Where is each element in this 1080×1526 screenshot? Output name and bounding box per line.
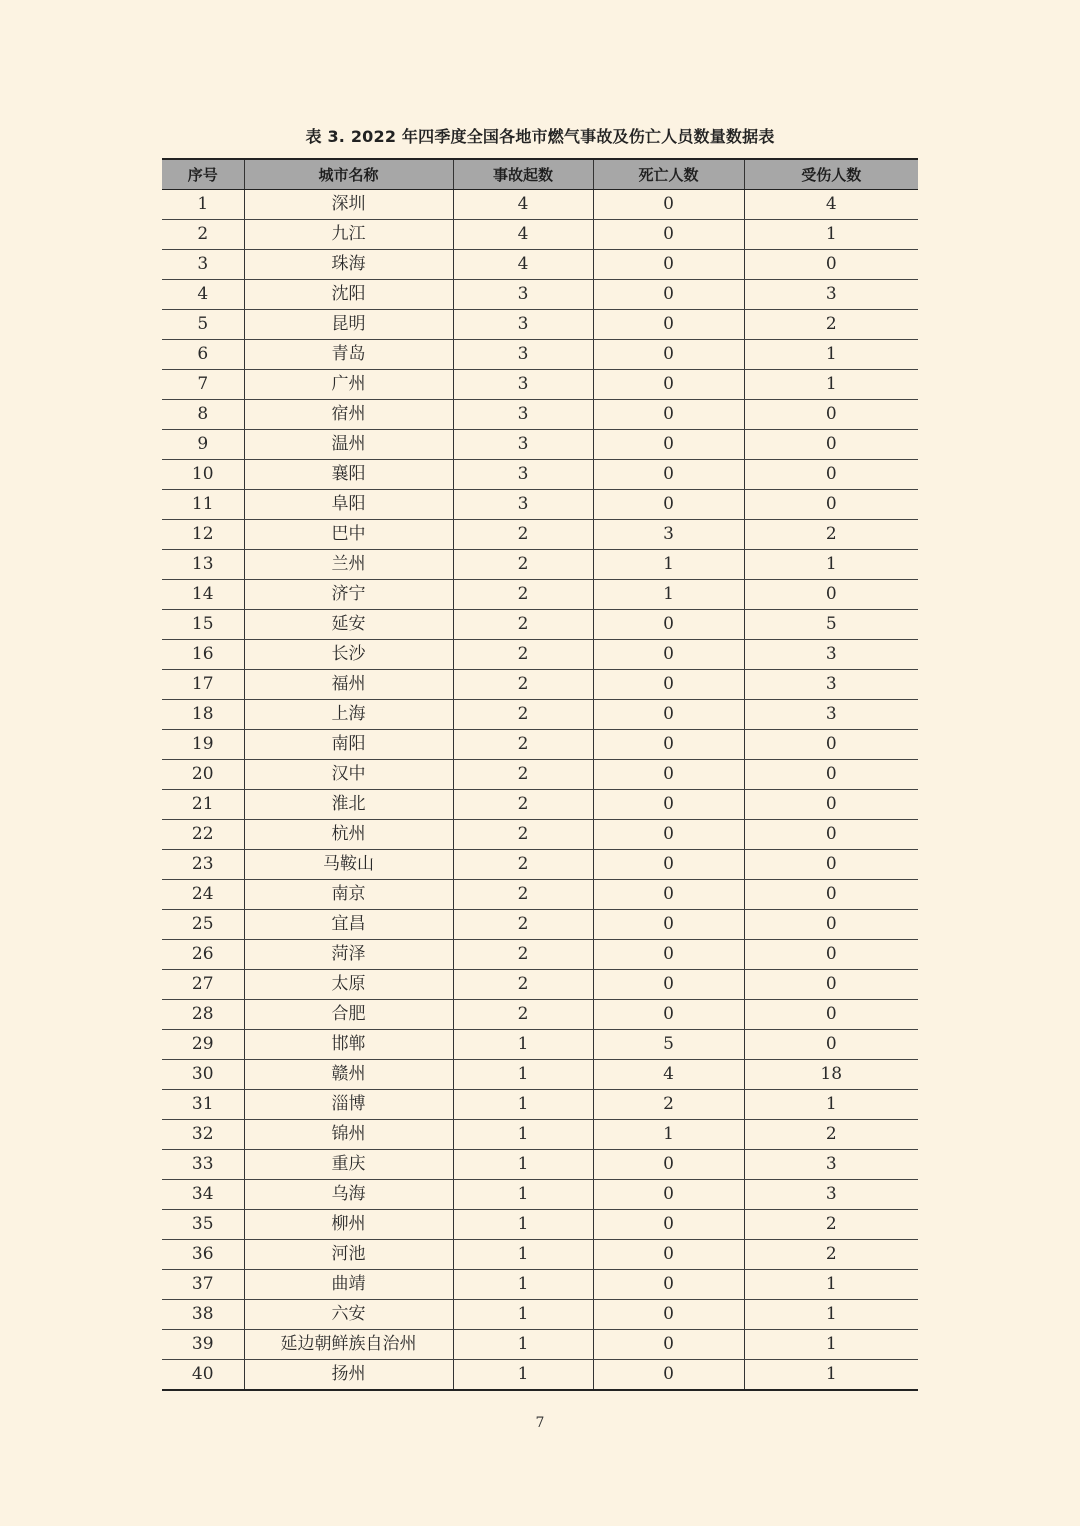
cell-index: 36: [162, 1240, 244, 1270]
cell-index: 1: [162, 190, 244, 220]
cell-city: 宿州: [244, 400, 453, 430]
table-row: [162, 700, 918, 730]
cell-index: 11: [162, 490, 244, 520]
cell-injuries: 2: [744, 1120, 918, 1150]
page-number: 7: [535, 1415, 545, 1431]
gas-accident-table: [162, 158, 918, 1391]
cell-city: 南阳: [244, 730, 453, 760]
cell-index: 38: [162, 1300, 244, 1330]
cell-city: 淮北: [244, 790, 453, 820]
cell-accidents: 1: [453, 1090, 593, 1120]
cell-index: 19: [162, 730, 244, 760]
table-row: [162, 190, 918, 220]
cell-accidents: 4: [453, 190, 593, 220]
column-header-city: 城市名称: [244, 159, 453, 190]
cell-index: 37: [162, 1270, 244, 1300]
cell-city: 广州: [244, 370, 453, 400]
table-row: [162, 1090, 918, 1120]
cell-accidents: 2: [453, 520, 593, 550]
cell-city: 汉中: [244, 760, 453, 790]
table-row: [162, 790, 918, 820]
cell-deaths: 0: [593, 220, 744, 250]
cell-city: 河池: [244, 1240, 453, 1270]
cell-city: 赣州: [244, 1060, 453, 1090]
cell-injuries: 2: [744, 1210, 918, 1240]
cell-city: 柳州: [244, 1210, 453, 1240]
cell-injuries: 0: [744, 400, 918, 430]
cell-index: 22: [162, 820, 244, 850]
cell-accidents: 1: [453, 1240, 593, 1270]
cell-index: 16: [162, 640, 244, 670]
cell-city: 襄阳: [244, 460, 453, 490]
cell-injuries: 2: [744, 1240, 918, 1270]
cell-city: 深圳: [244, 190, 453, 220]
cell-index: 40: [191, 1364, 214, 1384]
table-row: [162, 1150, 918, 1180]
cell-city: 重庆: [244, 1150, 453, 1180]
cell-injuries: 1: [744, 220, 918, 250]
table-row: [162, 250, 918, 280]
cell-city: 沈阳: [244, 280, 453, 310]
cell-injuries: 3: [744, 280, 918, 310]
cell-city: 南京: [244, 880, 453, 910]
cell-deaths: 0: [593, 790, 744, 820]
cell-accidents: 2: [453, 700, 593, 730]
cell-accidents: 2: [453, 970, 593, 1000]
cell-injuries: 0: [744, 490, 918, 520]
cell-deaths: 0: [593, 970, 744, 1000]
cell-index: 6: [162, 340, 244, 370]
cell-index: 34: [162, 1180, 244, 1210]
cell-city: 淄博: [244, 1090, 453, 1120]
cell-accidents: 2: [453, 1000, 593, 1030]
cell-deaths: 0: [593, 190, 744, 220]
cell-accidents: 1: [453, 1210, 593, 1240]
cell-index: 8: [162, 400, 244, 430]
table-row: [162, 310, 918, 340]
cell-index: 2: [162, 220, 244, 250]
cell-accidents: 2: [453, 670, 593, 700]
table-caption: 表 3. 2022 年四季度全国各地市燃气事故及伤亡人员数量数据表: [305, 127, 775, 146]
column-header-index: 序号: [162, 159, 244, 190]
cell-accidents: 2: [453, 580, 593, 610]
cell-city: 青岛: [244, 340, 453, 370]
cell-injuries: 1: [744, 370, 918, 400]
cell-index: 28: [162, 1000, 244, 1030]
table-row: [162, 940, 918, 970]
cell-injuries: 1: [744, 1360, 918, 1391]
cell-city: 兰州: [244, 550, 453, 580]
cell-accidents: 2: [453, 820, 593, 850]
table-row: [162, 1240, 918, 1270]
cell-deaths: 0: [593, 640, 744, 670]
table-row: [162, 400, 918, 430]
cell-deaths: 2: [593, 1090, 744, 1120]
cell-injuries: 1: [744, 1090, 918, 1120]
table-row: [162, 220, 918, 250]
table-row: [162, 1210, 918, 1240]
cell-deaths: 0: [593, 760, 744, 790]
cell-city: 宜昌: [244, 910, 453, 940]
cell-injuries: 4: [744, 190, 918, 220]
cell-deaths: 0: [593, 1330, 744, 1360]
cell-city: 上海: [244, 700, 453, 730]
cell-city: 乌海: [244, 1180, 453, 1210]
cell-deaths: 0: [593, 430, 744, 460]
cell-city: 菏泽: [244, 940, 453, 970]
cell-deaths: 0: [593, 910, 744, 940]
cell-accidents: 1: [453, 1150, 593, 1180]
table-row: [162, 460, 918, 490]
cell-accidents: 2: [453, 760, 593, 790]
cell-city: 九江: [244, 220, 453, 250]
table-header-row: [162, 159, 918, 190]
table-row: [162, 430, 918, 460]
cell-deaths: 0: [593, 940, 744, 970]
table-row: [162, 520, 918, 550]
cell-index: 3: [162, 250, 244, 280]
cell-deaths: 0: [593, 730, 744, 760]
cell-index: 32: [162, 1120, 244, 1150]
cell-deaths: 0: [593, 1180, 744, 1210]
cell-injuries: 0: [744, 940, 918, 970]
cell-accidents: 3: [453, 310, 593, 340]
table-row: [162, 970, 918, 1000]
cell-deaths: 0: [593, 340, 744, 370]
cell-accidents: 2: [453, 790, 593, 820]
cell-injuries: 0: [744, 970, 918, 1000]
cell-city: 杭州: [244, 820, 453, 850]
cell-accidents: 3: [453, 280, 593, 310]
cell-deaths: 0: [593, 1000, 744, 1030]
table-row: [162, 340, 918, 370]
cell-city: 扬州: [244, 1360, 453, 1391]
cell-index: 10: [162, 460, 244, 490]
cell-accidents: 3: [453, 460, 593, 490]
table-row: [162, 550, 918, 580]
cell-deaths: 0: [593, 1300, 744, 1330]
cell-injuries: 0: [744, 910, 918, 940]
table-row: [162, 580, 918, 610]
cell-injuries: 5: [744, 610, 918, 640]
cell-injuries: 0: [744, 1030, 918, 1060]
cell-deaths: 5: [593, 1030, 744, 1060]
cell-accidents: 3: [453, 370, 593, 400]
cell-deaths: 0: [593, 1210, 744, 1240]
cell-deaths: 0: [593, 250, 744, 280]
cell-city: 合肥: [244, 1000, 453, 1030]
cell-injuries: 18: [744, 1060, 918, 1090]
cell-accidents: 1: [453, 1270, 593, 1300]
cell-injuries: 1: [744, 1270, 918, 1300]
cell-deaths: 0: [593, 820, 744, 850]
cell-accidents: 2: [453, 550, 593, 580]
cell-accidents: 2: [453, 880, 593, 910]
table-row: [162, 370, 918, 400]
cell-index: 33: [162, 1150, 244, 1180]
cell-accidents: 2: [453, 850, 593, 880]
cell-accidents: 1: [453, 1060, 593, 1090]
cell-injuries: 3: [744, 1180, 918, 1210]
cell-deaths: 0: [593, 1270, 744, 1300]
cell-injuries: 0: [744, 880, 918, 910]
cell-injuries: 0: [744, 820, 918, 850]
cell-index: 24: [162, 880, 244, 910]
table-row: [162, 910, 918, 940]
cell-accidents: 3: [453, 430, 593, 460]
table-row: [162, 1030, 918, 1060]
table-row: [162, 1060, 918, 1090]
cell-city: 阜阳: [244, 490, 453, 520]
cell-accidents: 1: [453, 1300, 593, 1330]
cell-accidents: 3: [453, 340, 593, 370]
cell-index: 4: [162, 280, 244, 310]
cell-accidents: 2: [453, 640, 593, 670]
cell-accidents: 1: [453, 1360, 593, 1391]
cell-injuries: 3: [744, 700, 918, 730]
cell-index: 5: [162, 310, 244, 340]
cell-injuries: 1: [744, 340, 918, 370]
cell-injuries: 0: [744, 790, 918, 820]
table-row: [162, 1120, 918, 1150]
cell-deaths: 0: [593, 610, 744, 640]
cell-injuries: 3: [744, 1150, 918, 1180]
cell-injuries: 0: [744, 460, 918, 490]
cell-city: 曲靖: [244, 1270, 453, 1300]
cell-accidents: 3: [453, 400, 593, 430]
cell-injuries: 0: [744, 430, 918, 460]
cell-deaths: 0: [593, 1360, 744, 1391]
cell-index: 29: [162, 1030, 244, 1060]
table-row: [162, 1300, 918, 1330]
cell-index: 30: [162, 1060, 244, 1090]
cell-injuries: 0: [744, 850, 918, 880]
table-row: [162, 1270, 918, 1300]
cell-index: 23: [162, 850, 244, 880]
cell-injuries: 2: [744, 310, 918, 340]
cell-deaths: 0: [593, 1150, 744, 1180]
cell-deaths: 0: [593, 460, 744, 490]
table-row: [162, 670, 918, 700]
cell-injuries: 2: [744, 520, 918, 550]
cell-index: 7: [162, 370, 244, 400]
cell-accidents: 3: [453, 490, 593, 520]
cell-index: 39: [162, 1330, 244, 1360]
cell-index: 20: [162, 760, 244, 790]
cell-index: 17: [162, 670, 244, 700]
cell-index: 18: [162, 700, 244, 730]
cell-accidents: 2: [453, 730, 593, 760]
cell-deaths: 1: [593, 1120, 744, 1150]
cell-accidents: 1: [453, 1180, 593, 1210]
cell-deaths: 0: [593, 280, 744, 310]
cell-deaths: 0: [593, 490, 744, 520]
cell-deaths: 0: [593, 700, 744, 730]
cell-city: 珠海: [244, 250, 453, 280]
cell-index: 9: [162, 430, 244, 460]
cell-deaths: 0: [593, 880, 744, 910]
cell-city: 巴中: [244, 520, 453, 550]
cell-deaths: 1: [593, 550, 744, 580]
table-row: [162, 1000, 918, 1030]
cell-deaths: 0: [593, 310, 744, 340]
column-header-accidents: 事故起数: [453, 159, 593, 190]
cell-accidents: 2: [453, 910, 593, 940]
cell-index: 25: [162, 910, 244, 940]
cell-city: 长沙: [244, 640, 453, 670]
cell-injuries: 0: [744, 730, 918, 760]
cell-index: 12: [162, 520, 244, 550]
column-header-injuries: 受伤人数: [744, 159, 918, 190]
cell-deaths: 0: [593, 370, 744, 400]
cell-city: 温州: [244, 430, 453, 460]
cell-deaths: 0: [593, 400, 744, 430]
cell-city: 延边朝鲜族自治州: [244, 1330, 453, 1360]
cell-city: 延安: [244, 610, 453, 640]
cell-index: 26: [162, 940, 244, 970]
table-row: [162, 820, 918, 850]
table-row: [162, 760, 918, 790]
cell-injuries: 0: [744, 1000, 918, 1030]
table-body: [162, 190, 918, 1391]
table-row: [162, 1180, 918, 1210]
table-row: [162, 1330, 918, 1360]
cell-city: 昆明: [244, 310, 453, 340]
cell-city: 马鞍山: [244, 850, 453, 880]
cell-city: 太原: [244, 970, 453, 1000]
cell-injuries: 0: [744, 760, 918, 790]
cell-accidents: 1: [453, 1120, 593, 1150]
cell-accidents: 1: [453, 1030, 593, 1060]
table-row: [162, 850, 918, 880]
cell-index: 13: [162, 550, 244, 580]
table-row: [162, 610, 918, 640]
cell-accidents: 2: [453, 610, 593, 640]
cell-index: 35: [162, 1210, 244, 1240]
cell-index: 31: [162, 1090, 244, 1120]
cell-city: 锦州: [244, 1120, 453, 1150]
cell-index: 21: [162, 790, 244, 820]
cell-deaths: 0: [593, 1240, 744, 1270]
cell-injuries: 1: [744, 1330, 918, 1360]
table-row: [162, 280, 918, 310]
cell-city: 济宁: [244, 580, 453, 610]
cell-city: 福州: [244, 670, 453, 700]
cell-accidents: 1: [453, 1330, 593, 1360]
cell-injuries: 0: [744, 580, 918, 610]
cell-index: 27: [162, 970, 244, 1000]
cell-deaths: 1: [593, 580, 744, 610]
cell-accidents: 2: [453, 940, 593, 970]
table-row: [162, 730, 918, 760]
cell-index: 15: [162, 610, 244, 640]
cell-deaths: 0: [593, 670, 744, 700]
table-row: [162, 1360, 918, 1391]
cell-accidents: 4: [453, 250, 593, 280]
cell-injuries: 1: [744, 550, 918, 580]
cell-injuries: 3: [744, 640, 918, 670]
table-row: [162, 490, 918, 520]
cell-accidents: 4: [453, 220, 593, 250]
column-header-deaths: 死亡人数: [593, 159, 744, 190]
cell-city: 邯郸: [244, 1030, 453, 1060]
cell-deaths: 4: [593, 1060, 744, 1090]
table-row: [162, 880, 918, 910]
cell-deaths: 0: [593, 850, 744, 880]
cell-index: 14: [162, 580, 244, 610]
cell-injuries: 3: [744, 670, 918, 700]
cell-injuries: 0: [744, 250, 918, 280]
cell-deaths: 3: [593, 520, 744, 550]
table-row: [162, 640, 918, 670]
cell-injuries: 1: [744, 1300, 918, 1330]
cell-city: 六安: [244, 1300, 453, 1330]
